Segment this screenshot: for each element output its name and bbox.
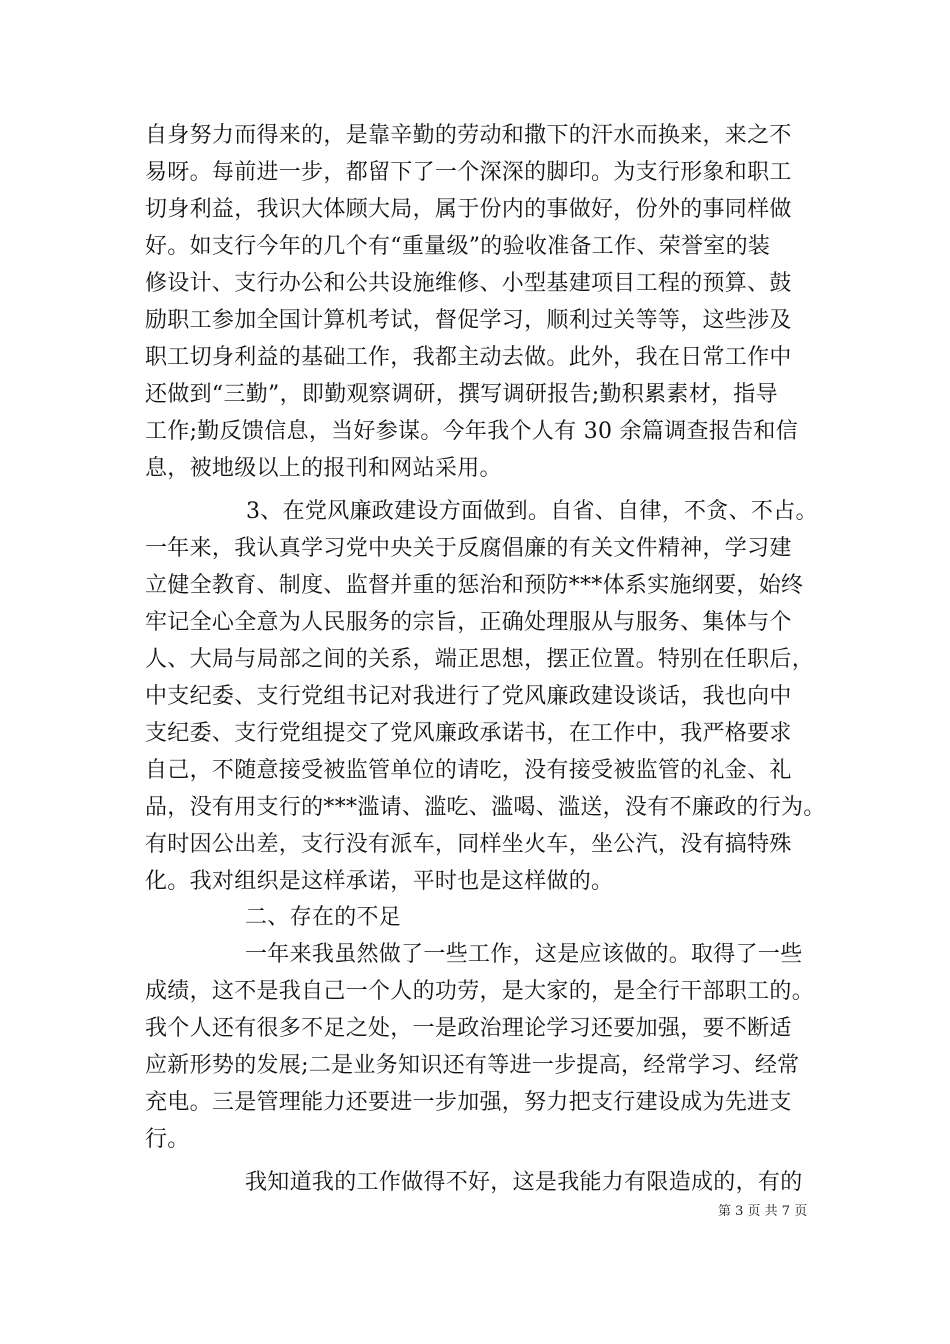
body-line-6: 励职工参加全国计算机考试，督促学习，顺利过关等等，这些涉及	[145, 308, 792, 333]
body-line-16: 中支纪委、支行党组书记对我进行了党风廉政建设谈话，我也向中	[145, 684, 792, 709]
section-heading-3: 3、在党风廉政建设方面做到。自省、自律，不贪、不占。	[246, 499, 818, 524]
body-line-27: 充电。三是管理能力还要进一步加强，努力把支行建设成为先进支	[145, 1090, 792, 1115]
body-line-10: 息，被地级以上的报刊和网站采用。	[145, 456, 502, 481]
body-line-19: 品，没有用支行的***滥请、滥吃、滥喝、滥送，没有不廉政的行为。	[145, 795, 826, 820]
body-line-4: 好。如支行今年的几个有“重量级”的验收准备工作、荣誉室的装	[145, 234, 771, 259]
body-line-13: 立健全教育、制度、监督并重的惩治和预防***体系实施纲要，始终	[145, 573, 804, 598]
body-line-25: 我个人还有很多不足之处，一是政治理论学习还要加强，要不断适	[145, 1016, 792, 1041]
body-line-17: 支纪委、支行党组提交了党风廉政承诺书，在工作中，我严格要求	[145, 721, 792, 746]
section-heading-deficiencies: 二、存在的不足	[245, 905, 402, 930]
body-line-9: 工作;勤反馈信息，当好参谋。今年我个人有 30 余篇调查报告和信	[145, 419, 798, 444]
body-line-26: 应新形势的发展;二是业务知识还有等进一步提高，经常学习、经常	[145, 1053, 800, 1078]
body-line-21: 化。我对组织是这样承诺，平时也是这样做的。	[145, 869, 614, 894]
body-line-8: 还做到“三勤”，即勤观察调研，撰写调研报告;勤积累素材，指导	[145, 382, 778, 407]
body-line-5: 修设计、支行办公和公共设施维修、小型基建项目工程的预算、鼓	[145, 271, 792, 296]
body-line-23: 一年来我虽然做了一些工作，这是应该做的。取得了一些	[245, 942, 803, 967]
body-line-15: 人、大局与局部之间的关系，端正思想，摆正位置。特别在任职后，	[145, 647, 815, 672]
body-line-24: 成绩，这不是我自己一个人的功劳，是大家的，是全行干部职工的。	[145, 979, 815, 1004]
body-line-3: 切身利益，我识大体顾大局，属于份内的事做好，份外的事同样做	[145, 197, 792, 222]
body-line-29: 我知道我的工作做得不好，这是我能力有限造成的，有的	[245, 1170, 803, 1195]
body-line-20: 有时因公出差，支行没有派车，同样坐火车，坐公汽，没有搞特殊	[145, 832, 792, 857]
body-line-14: 牢记全心全意为人民服务的宗旨，正确处理服从与服务、集体与个	[145, 610, 792, 635]
body-line-12: 一年来，我认真学习党中央关于反腐倡廉的有关文件精神，学习建	[145, 536, 792, 561]
body-line-28: 行。	[145, 1127, 190, 1152]
body-line-1: 自身努力而得来的，是靠辛勤的劳动和撒下的汗水而换来，来之不	[145, 123, 792, 148]
page-number-footer: 第 3 页 共 7 页	[718, 1204, 808, 1219]
body-line-7: 职工切身利益的基础工作，我都主动去做。此外，我在日常工作中	[145, 345, 792, 370]
body-line-18: 自己，不随意接受被监管单位的请吃，没有接受被监管的礼金、礼	[145, 758, 792, 783]
body-line-2: 易呀。每前进一步，都留下了一个深深的脚印。为支行形象和职工	[145, 160, 792, 185]
